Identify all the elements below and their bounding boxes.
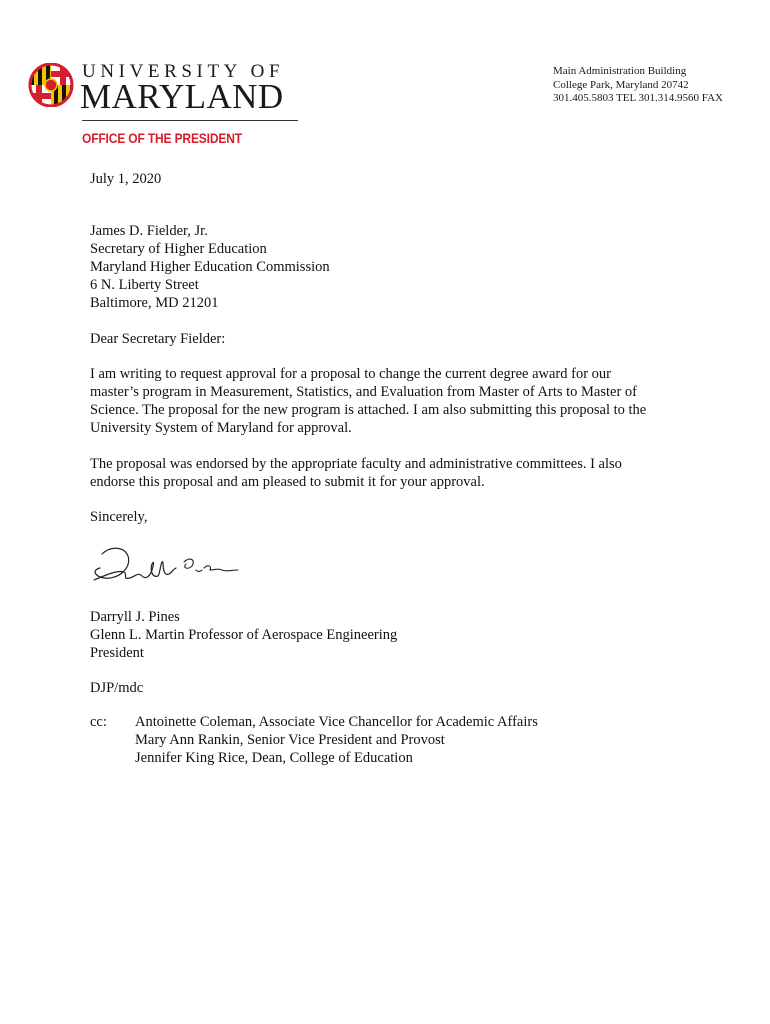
paragraph-line: University System of Maryland for approval. bbox=[90, 420, 352, 436]
cc-recipient: Antoinette Coleman, Associate Vice Chancellor for Academic Affairs bbox=[135, 714, 538, 730]
recipient-line: Secretary of Higher Education bbox=[90, 241, 267, 257]
recipient-line: Maryland Higher Education Commission bbox=[90, 259, 330, 275]
cc-recipient: Jennifer King Rice, Dean, College of Education bbox=[135, 750, 413, 766]
recipient-line: Baltimore, MD 21201 bbox=[90, 295, 219, 311]
address-line: Main Administration Building bbox=[553, 65, 687, 77]
recipient-line: 6 N. Liberty Street bbox=[90, 277, 199, 293]
letterhead-address bbox=[553, 65, 723, 106]
cc-label: cc: bbox=[90, 714, 107, 730]
paragraph-line: I am writing to request approval for a proposal to change the current degree award for our bbox=[90, 366, 611, 382]
closing: Sincerely, bbox=[90, 509, 148, 525]
office-title: OFFICE OF THE PRESIDENT bbox=[82, 130, 242, 146]
paragraph-line: master’s program in Measurement, Statistics, and Evaluation from Master of Arts to Master of bbox=[90, 384, 637, 400]
paragraph-line: Science. The proposal for the new program is attached. I am also submitting this proposal to the bbox=[90, 402, 647, 418]
signer-line: Glenn L. Martin Professor of Aerospace Engineering bbox=[90, 627, 398, 643]
body-paragraph-1 bbox=[90, 365, 690, 437]
paragraph-line: endorse this proposal and am pleased to submit it for your approval. bbox=[90, 474, 485, 490]
signer-block bbox=[90, 608, 690, 662]
recipient-line: James D. Fielder, Jr. bbox=[90, 223, 208, 239]
cc-list bbox=[135, 713, 538, 767]
signer-line: Darryll J. Pines bbox=[90, 609, 180, 625]
signer-line: President bbox=[90, 645, 144, 661]
university-name-line2: MARYLAND bbox=[80, 77, 284, 116]
paragraph-line: The proposal was endorsed by the appropriate faculty and administrative committees. I also bbox=[90, 456, 622, 472]
reference-initials: DJP/mdc bbox=[90, 680, 144, 696]
cc-recipient: Mary Ann Rankin, Senior Vice President and Provost bbox=[135, 732, 445, 748]
maryland-flag-seal-icon bbox=[27, 63, 75, 107]
salutation: Dear Secretary Fielder: bbox=[90, 331, 226, 347]
university-name-line1: UNIVERSITY OF bbox=[82, 61, 285, 82]
body-paragraph-2 bbox=[90, 455, 690, 491]
letter-date: July 1, 2020 bbox=[90, 171, 162, 187]
recipient-block bbox=[90, 222, 690, 312]
address-line: 301.405.5803 TEL 301.314.9560 FAX bbox=[553, 92, 723, 104]
address-line: College Park, Maryland 20742 bbox=[553, 78, 689, 91]
handwritten-signature bbox=[88, 540, 248, 592]
letterhead-rule bbox=[82, 120, 298, 121]
